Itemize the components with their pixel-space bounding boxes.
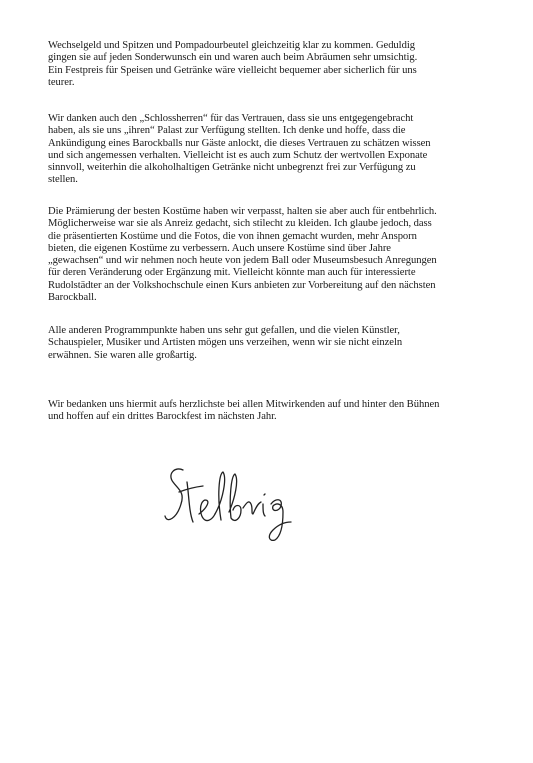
paragraph-thanks: Wir bedanken uns hiermit aufs herzlichste bei allen Mitwirkenden auf und hinter den Bühnen und hoffen auf ein drittes Barockfest im nächsten Jahr. [48, 399, 440, 423]
handwritten-signature [163, 452, 295, 544]
paragraph-castle-owners: Wir danken auch den „Schlossherren“ für das Vertrauen, dass sie uns entgegengebracht haben, als sie uns „ihren“ Palast zur Verfügung stellten. Ich denke und hoffe, dass die Ankündigung eines Barockballs nur Gäste anlockt, die dieses Vertrauen zu schätzen wissen und sich angemessen verhalten. Vielleicht ist es auch zum Schutz der wertvollen Exponate sinnvoll, weiterhin die alkoholhaltigen Getränke nicht unbegrenzt frei zur Verfügung zu stellen. [48, 113, 431, 186]
paragraph-program: Alle anderen Programmpunkte haben uns sehr gut gefallen, und die vielen Künstler, Schauspieler, Musiker und Artisten mögen uns verzeihen, wenn wir sie nicht einzeln erwähnen. Sie waren alle großartig. [48, 325, 403, 361]
paragraph-payment: Wechselgeld und Spitzen und Pompadourbeutel gleichzeitig klar zu kommen. Geduldig gingen sie auf jeden Sonderwunsch ein und waren auch beim Abräumen sehr umsichtig. Ein Festpreis für Speisen und Getränke wäre vielleicht bequemer aber sicherlich für uns teurer. [48, 40, 418, 88]
paragraph-costumes: Die Prämierung der besten Kostüme haben wir verpasst, halten sie aber auch für entbehrlich. Möglicherweise war sie als Anreiz gedacht, sich stilecht zu kleiden. Ich glaube jedoch, dass die präsentierten Kostüme und die Fotos, die von ihnen gemacht wurden, mehr Ansporn bieten, die eigenen Kostüme zu verbessern. Auch unsere Kostüme sind über Jahre „gewachsen“ und wir nehmen noch heute von jedem Ball oder Museumsbesuch Anregungen für deren Veränderung oder Ergänzung mit. Vielleicht könnte man auch für interessierte Rudolstädter an der Volkshochschule einen Kurs anbieten zur Vorbereitung auf den nächsten Barockball. [48, 206, 437, 304]
